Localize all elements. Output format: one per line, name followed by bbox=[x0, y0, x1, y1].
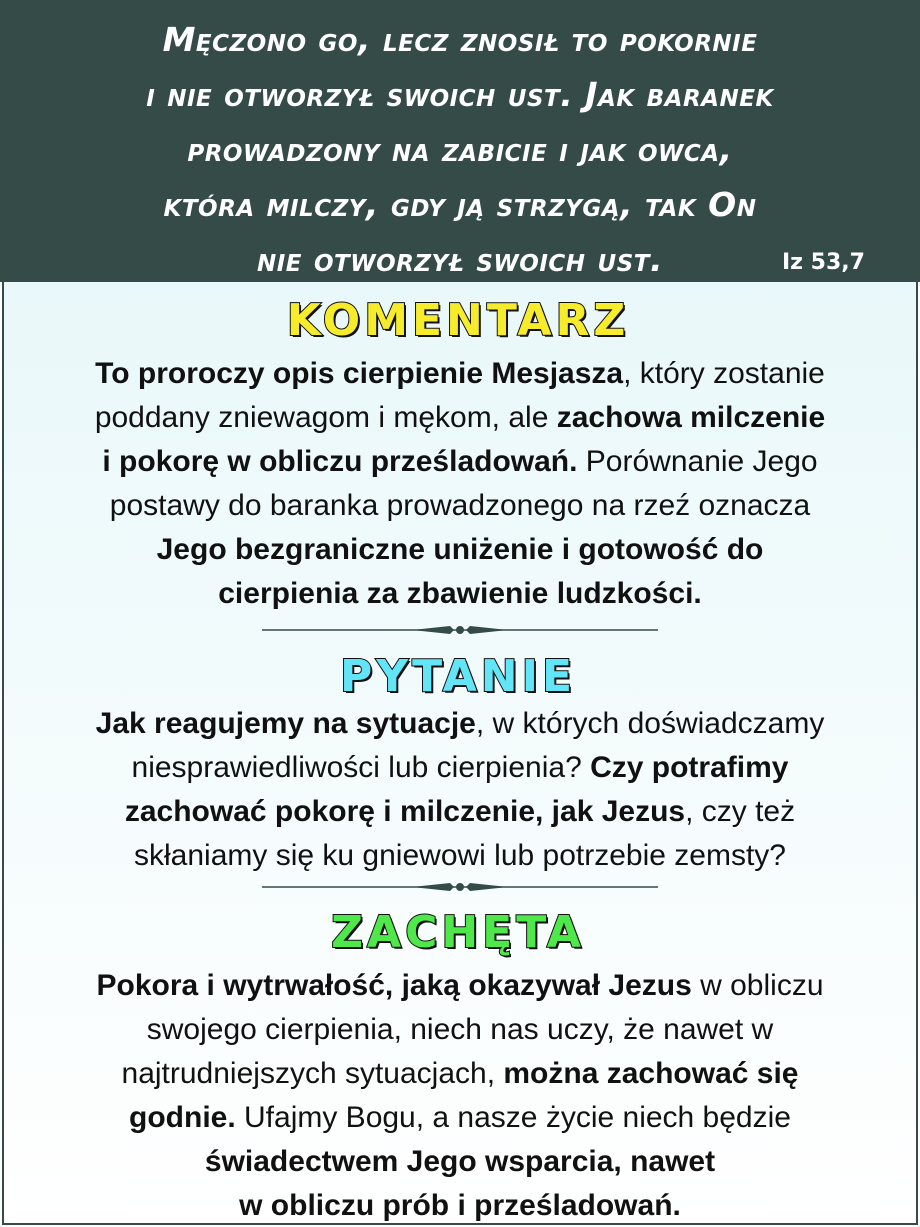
text-run: Porównanie Jego bbox=[577, 445, 818, 478]
text-run: , który zostanie bbox=[623, 357, 825, 390]
text-run: , czy też bbox=[685, 795, 796, 828]
bold-text-run: świadectwem Jego wsparcia, nawet bbox=[204, 1145, 716, 1178]
text-line bbox=[18, 1096, 902, 1140]
text-line bbox=[18, 396, 902, 440]
text-run: Ufajmy Bogu, a nasze życie niech będzie bbox=[235, 1101, 791, 1134]
text-line bbox=[18, 352, 902, 396]
komentarz-heading: KOMENTARZ bbox=[286, 295, 630, 346]
text-line bbox=[18, 1140, 902, 1184]
text-run: , w których doświadczamy bbox=[475, 707, 825, 740]
quote-line: i nie otworzył swoich ust. Jak baranek bbox=[146, 75, 774, 114]
pytanie-text bbox=[18, 702, 902, 878]
text-run: swojego cierpienia, niech nas uczy, że nawet w bbox=[146, 1013, 774, 1046]
text-run: postawy do baranka prowadzonego na rzeź oznacza bbox=[109, 489, 811, 522]
quote-header bbox=[0, 0, 920, 282]
bold-text-run: zachować pokorę i milczenie, jak Jezus bbox=[124, 795, 686, 828]
quote-line: która milczy, gdy ją strzygą, tak On bbox=[163, 185, 757, 224]
text-line bbox=[18, 746, 902, 790]
text-run: poddany zniewagom i mękom, ale bbox=[94, 401, 557, 434]
bold-text-run: Czy potrafimy bbox=[590, 751, 789, 784]
quote-line: prowadzony na zabicie i jak owca, bbox=[187, 130, 733, 169]
text-line bbox=[18, 702, 902, 746]
komentarz-text bbox=[18, 352, 902, 616]
quote-line: Męczono go, lecz znosił to pokornie bbox=[162, 20, 758, 59]
bible-quote bbox=[20, 12, 900, 287]
text-run: w obliczu bbox=[691, 969, 824, 1002]
ornament-divider bbox=[262, 879, 658, 895]
text-line bbox=[18, 834, 902, 878]
zacheta-heading: ZACHĘTA bbox=[331, 907, 585, 958]
bold-text-run: w obliczu prób i prześladowań. bbox=[239, 1189, 681, 1222]
text-line bbox=[18, 964, 902, 1008]
bold-text-run: godnie. bbox=[129, 1101, 236, 1134]
bold-text-run: Jego bezgraniczne uniżenie i gotowość do bbox=[156, 533, 764, 566]
bold-text-run: Pokora i wytrwałość, jaką okazywał Jezus bbox=[96, 969, 692, 1002]
text-line bbox=[18, 572, 902, 616]
text-line bbox=[18, 1184, 902, 1227]
zacheta-text bbox=[18, 964, 902, 1227]
text-run: skłaniamy się ku gniewowi lub potrzebie zemsty? bbox=[134, 839, 786, 872]
bold-text-run: zachowa milczenie bbox=[556, 401, 826, 434]
text-line bbox=[18, 528, 902, 572]
text-line bbox=[18, 1008, 902, 1052]
bible-reference: Iz 53,7 bbox=[782, 250, 865, 275]
text-run: niesprawiedliwości lub cierpienia? bbox=[131, 751, 591, 784]
bold-text-run: Jak reagujemy na sytuacje bbox=[95, 707, 476, 740]
bold-text-run: i pokorę w obliczu prześladowań. bbox=[102, 445, 578, 478]
text-line bbox=[18, 790, 902, 834]
bold-text-run: cierpienia za zbawienie ludzkości. bbox=[218, 577, 702, 610]
pytanie-heading: PYTANIE bbox=[339, 651, 576, 702]
text-run: najtrudniejszych sytuacjach, bbox=[121, 1057, 504, 1090]
text-line bbox=[18, 1052, 902, 1096]
quote-line: nie otworzył swoich ust. bbox=[256, 240, 663, 279]
text-line bbox=[18, 440, 902, 484]
bold-text-run: To proroczy opis cierpienie Mesjasza bbox=[95, 357, 624, 390]
text-line bbox=[18, 484, 902, 528]
bold-text-run: można zachować się bbox=[503, 1057, 799, 1090]
ornament-divider bbox=[262, 622, 658, 638]
